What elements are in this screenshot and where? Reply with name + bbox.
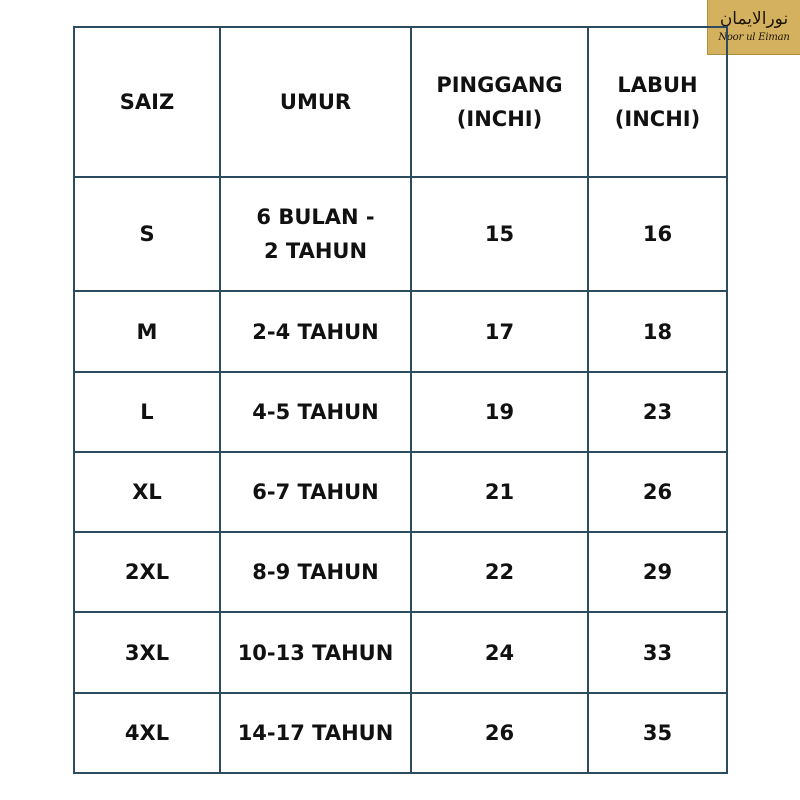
table-row (74, 452, 727, 532)
age-cell: 2-4 TAHUN (220, 291, 411, 371)
size-cell: 2XL (74, 532, 220, 612)
waist-cell: 15 (411, 177, 588, 291)
size-cell: L (74, 372, 220, 452)
size-cell: S (74, 177, 220, 291)
table-row (74, 532, 727, 612)
header-saiz: SAIZ (74, 27, 220, 177)
table-row (74, 177, 727, 291)
waist-cell: 24 (411, 612, 588, 692)
table-row (74, 612, 727, 692)
size-chart-table (73, 26, 728, 774)
length-cell: 29 (588, 532, 727, 612)
age-cell: 6 BULAN - 2 TAHUN (220, 177, 411, 291)
length-cell: 35 (588, 693, 727, 773)
age-cell: 10-13 TAHUN (220, 612, 411, 692)
age-cell: 4-5 TAHUN (220, 372, 411, 452)
size-cell: 3XL (74, 612, 220, 692)
age-cell: 6-7 TAHUN (220, 452, 411, 532)
age-cell: 8-9 TAHUN (220, 532, 411, 612)
waist-cell: 19 (411, 372, 588, 452)
header-labuh: LABUH (INCHI) (588, 27, 727, 177)
length-cell: 33 (588, 612, 727, 692)
waist-cell: 17 (411, 291, 588, 371)
table-row (74, 372, 727, 452)
length-cell: 16 (588, 177, 727, 291)
header-umur: UMUR (220, 27, 411, 177)
length-cell: 23 (588, 372, 727, 452)
size-cell: 4XL (74, 693, 220, 773)
length-cell: 26 (588, 452, 727, 532)
header-row (74, 27, 727, 177)
size-cell: XL (74, 452, 220, 532)
waist-cell: 26 (411, 693, 588, 773)
waist-cell: 21 (411, 452, 588, 532)
table-row (74, 693, 727, 773)
size-cell: M (74, 291, 220, 371)
age-cell: 14-17 TAHUN (220, 693, 411, 773)
length-cell: 18 (588, 291, 727, 371)
logo-arabic-text: نورالايمان (719, 9, 789, 29)
header-pinggang: PINGGANG (INCHI) (411, 27, 588, 177)
waist-cell: 22 (411, 532, 588, 612)
table-row (74, 291, 727, 371)
logo-latin-text: Noor ul Eiman (718, 32, 790, 43)
